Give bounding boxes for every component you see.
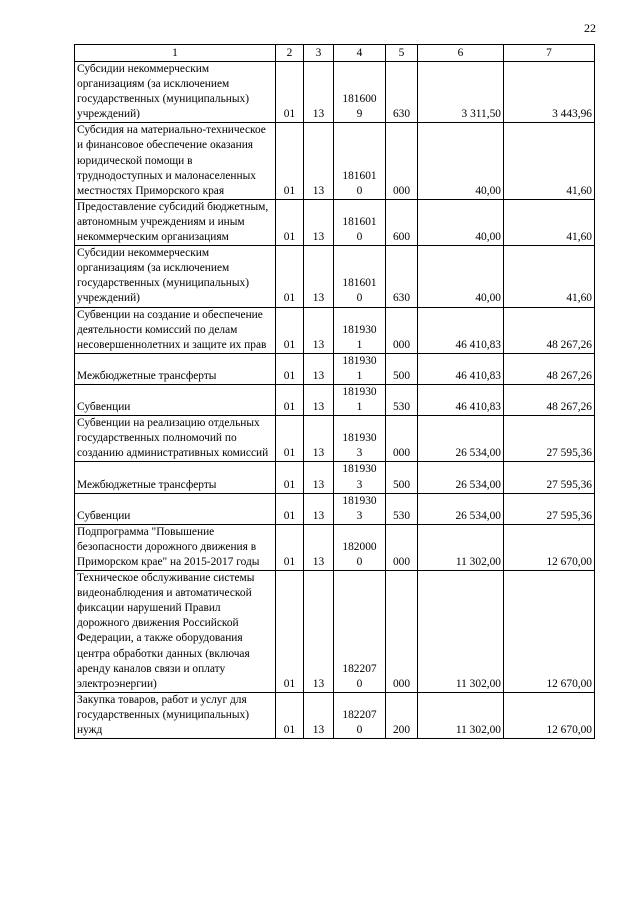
amount-year2-cell: 12 670,00 (504, 524, 595, 570)
target-article-cell (334, 493, 386, 524)
subsection-code-cell: 13 (304, 462, 334, 493)
amount-year2-cell: 12 670,00 (504, 571, 595, 693)
target-article-code-part1: 181930 (342, 354, 377, 367)
table-row (75, 571, 595, 693)
amount-year2-cell: 41,60 (504, 246, 595, 307)
section-code-cell: 01 (276, 199, 304, 245)
target-article-cell (334, 123, 386, 199)
row-name-cell: Субвенции (75, 384, 276, 415)
expense-type-cell: 600 (386, 199, 418, 245)
section-code-cell: 01 (276, 307, 304, 353)
target-article-code-part2: 0 (356, 556, 363, 568)
target-article-cell (334, 462, 386, 493)
expense-type-cell: 530 (386, 493, 418, 524)
target-article-code-part2: 9 (356, 108, 363, 121)
target-article-cell (334, 524, 386, 570)
subsection-code-cell: 13 (304, 199, 334, 245)
row-name-cell: Субсидии некоммерческим организациям (за исключением государственных (муниципальных) учреждений) (75, 246, 276, 307)
expense-type-cell: 530 (386, 384, 418, 415)
table-row (75, 307, 595, 353)
row-name-cell: Предоставление субсидий бюджетным, автономным учреждениям и иным некоммерческим организациям (75, 199, 276, 245)
amount-year1-cell: 11 302,00 (418, 524, 504, 570)
amount-year2-cell: 27 595,36 (504, 462, 595, 493)
target-article-cell (334, 692, 386, 738)
row-name-cell: Межбюджетные трансферты (75, 353, 276, 384)
expense-type-cell: 000 (386, 571, 418, 693)
amount-year1-cell: 40,00 (418, 246, 504, 307)
target-article-code-part1: 181930 (342, 463, 377, 476)
row-name-cell: Субсидии некоммерческим организациям (за исключением государственных (муниципальных) учреждений) (75, 62, 276, 123)
amount-year1-cell: 40,00 (418, 199, 504, 245)
table-row (75, 416, 595, 462)
page-number: 22 (584, 21, 596, 35)
row-name-cell: Техническое обслуживание системы видеонаблюдения и автоматической фиксации нарушений Правил дорожного движения Российской Федерации, а также оборудования центра обработки данных (включая аренду каналов связи и оплату электроэнергии) (75, 571, 276, 693)
amount-year2-cell: 27 595,36 (504, 416, 595, 462)
target-article-cell (334, 62, 386, 123)
target-article-code-part1: 181601 (342, 215, 377, 228)
expense-type-cell: 000 (386, 416, 418, 462)
target-article-code-part2: 3 (356, 478, 363, 491)
expense-type-cell: 630 (386, 62, 418, 123)
expense-type-cell: 500 (386, 353, 418, 384)
row-name-cell: Субсидия на материально-техническое и финансовое обеспечение оказания юридической помощи в труднодоступных и малонаселенных местностях Приморского края (75, 123, 276, 199)
amount-year2-cell: 48 267,26 (504, 307, 595, 353)
target-article-code-part2: 0 (356, 677, 363, 690)
subsection-code-cell: 13 (304, 571, 334, 693)
row-name-cell: Межбюджетные трансферты (75, 462, 276, 493)
target-article-cell (334, 384, 386, 415)
table-row (75, 62, 595, 123)
expense-type-cell: 000 (386, 123, 418, 199)
section-code-cell: 01 (276, 123, 304, 199)
section-code-cell: 01 (276, 571, 304, 693)
amount-year2-cell: 41,60 (504, 123, 595, 199)
row-name-cell: Субвенции на реализацию отдельных государственных полномочий по созданию административных комиссий (75, 416, 276, 462)
header-cell: 4 (334, 45, 386, 62)
budget-table (74, 44, 595, 739)
target-article-code-part2: 1 (356, 401, 363, 414)
target-article-code-part1: 181930 (342, 385, 377, 398)
subsection-code-cell: 13 (304, 307, 334, 353)
expense-type-cell: 000 (386, 307, 418, 353)
amount-year1-cell: 46 410,83 (418, 384, 504, 415)
target-article-cell (334, 246, 386, 307)
section-code-cell: 01 (276, 462, 304, 493)
amount-year1-cell: 40,00 (418, 123, 504, 199)
section-code-cell: 01 (276, 353, 304, 384)
header-cell: 6 (418, 45, 504, 62)
header-cell: 2 (276, 45, 304, 62)
subsection-code-cell: 13 (304, 416, 334, 462)
table-row (75, 123, 595, 199)
section-code-cell: 01 (276, 692, 304, 738)
amount-year2-cell: 48 267,26 (504, 384, 595, 415)
section-code-cell: 01 (276, 493, 304, 524)
target-article-code-part1: 181601 (342, 169, 377, 182)
target-article-cell (334, 199, 386, 245)
table-row (75, 524, 595, 570)
section-code-cell: 01 (276, 246, 304, 307)
section-code-cell: 01 (276, 384, 304, 415)
amount-year2-cell: 48 267,26 (504, 353, 595, 384)
amount-year2-cell: 27 595,36 (504, 493, 595, 524)
target-article-code-part1: 182207 (342, 662, 377, 675)
row-name-cell: Подпрограмма "Повышение безопасности дорожного движения в Приморском крае" на 2015-2017 годы (75, 524, 276, 570)
amount-year2-cell: 41,60 (504, 199, 595, 245)
target-article-code-part1: 181930 (342, 494, 377, 507)
table-row (75, 246, 595, 307)
section-code-cell: 01 (276, 416, 304, 462)
table-row (75, 462, 595, 493)
expense-type-cell: 630 (386, 246, 418, 307)
target-article-code-part2: 1 (356, 369, 363, 382)
target-article-code-part2: 1 (356, 338, 363, 351)
header-cell: 7 (504, 45, 595, 62)
subsection-code-cell: 13 (304, 384, 334, 415)
target-article-code-part2: 3 (356, 509, 363, 522)
expense-type-cell: 500 (386, 462, 418, 493)
target-article-code-part1: 181930 (342, 432, 377, 445)
header-cell: 5 (386, 45, 418, 62)
subsection-code-cell: 13 (304, 353, 334, 384)
target-article-code-part1: 182207 (342, 708, 377, 721)
table-row (75, 353, 595, 384)
target-article-code-part2: 3 (356, 447, 363, 460)
table-row (75, 692, 595, 738)
target-article-cell (334, 307, 386, 353)
target-article-code-part1: 181601 (342, 277, 377, 290)
target-article-code-part1: 181600 (342, 93, 377, 106)
amount-year2-cell: 12 670,00 (504, 692, 595, 738)
section-code-cell: 01 (276, 524, 304, 570)
table-header-row (75, 45, 595, 62)
target-article-code-part1: 181930 (342, 323, 377, 336)
section-code-cell: 01 (276, 62, 304, 123)
table-row (75, 199, 595, 245)
target-article-code-part2: 0 (356, 724, 363, 737)
amount-year1-cell: 11 302,00 (418, 571, 504, 693)
header-cell: 1 (75, 45, 276, 62)
row-name-cell: Закупка товаров, работ и услуг для государственных (муниципальных) нужд (75, 692, 276, 738)
amount-year1-cell: 46 410,83 (418, 353, 504, 384)
amount-year2-cell: 3 443,96 (504, 62, 595, 123)
amount-year1-cell: 11 302,00 (418, 692, 504, 738)
target-article-code-part2: 0 (356, 292, 363, 305)
target-article-code-part2: 0 (356, 184, 363, 197)
target-article-cell (334, 571, 386, 693)
amount-year1-cell: 3 311,50 (418, 62, 504, 123)
target-article-code-part1: 182000 (342, 540, 377, 553)
subsection-code-cell: 13 (304, 493, 334, 524)
header-cell: 3 (304, 45, 334, 62)
row-name-cell: Субвенции на создание и обеспечение деятельности комиссий по делам несовершеннолетних и защите их прав (75, 307, 276, 353)
row-name-cell: Субвенции (75, 493, 276, 524)
subsection-code-cell: 13 (304, 524, 334, 570)
amount-year1-cell: 26 534,00 (418, 493, 504, 524)
target-article-code-part2: 0 (356, 231, 363, 244)
subsection-code-cell: 13 (304, 246, 334, 307)
target-article-cell (334, 353, 386, 384)
amount-year1-cell: 26 534,00 (418, 462, 504, 493)
expense-type-cell: 200 (386, 692, 418, 738)
table-row (75, 384, 595, 415)
table-row (75, 493, 595, 524)
target-article-cell (334, 416, 386, 462)
subsection-code-cell: 13 (304, 692, 334, 738)
amount-year1-cell: 26 534,00 (418, 416, 504, 462)
subsection-code-cell: 13 (304, 62, 334, 123)
expense-type-cell: 000 (386, 524, 418, 570)
subsection-code-cell: 13 (304, 123, 334, 199)
amount-year1-cell: 46 410,83 (418, 307, 504, 353)
